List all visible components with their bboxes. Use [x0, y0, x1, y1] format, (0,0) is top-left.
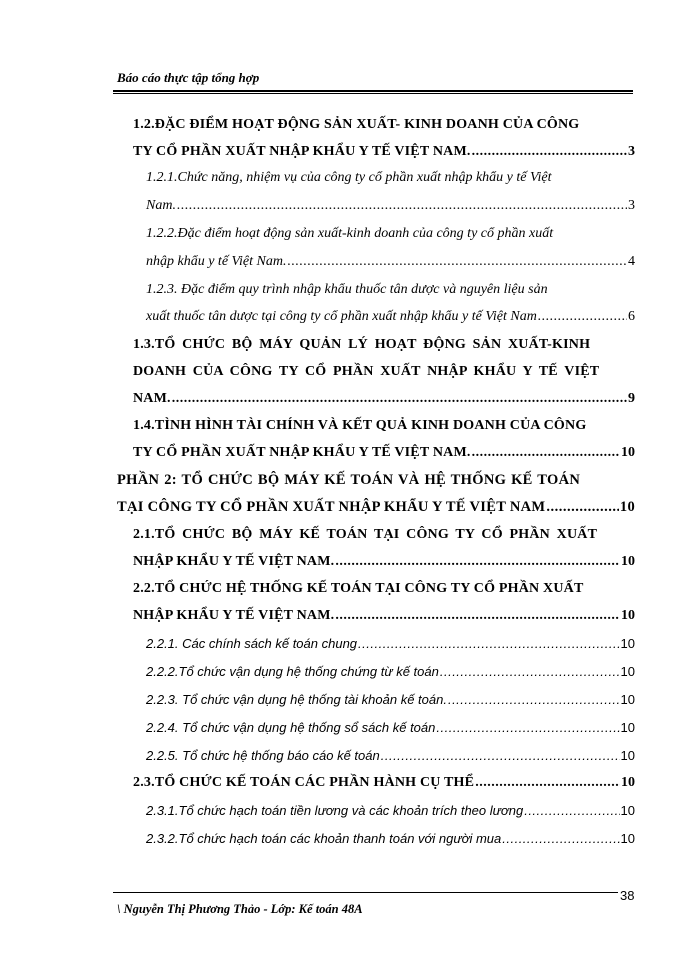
toc-entry-1-3-line-1: 1.3.TỔ CHỨC BỘ MÁY QUẢN LÝ HOẠT ĐỘNG SẢN XUẤT-KINH	[133, 337, 591, 352]
toc-entry-1-2-3-line-1: 1.2.3. Đặc điểm quy trình nhập khẩu thuốc tân dược và nguyên liệu sản	[146, 282, 548, 297]
toc-entry-1-4-line-2: TY CỔ PHẦN XUẤT NHẬP KHẨU Y TẾ VIỆT NAM. ..... 10	[133, 445, 635, 461]
toc-entry-1-2-3-line-2: xuất thuốc tân dược tại công ty cổ phần xuất nhập khẩu y tế Việt Nam ..... 6	[146, 309, 635, 325]
toc-entry-1-3-line-2: DOANH CỦA CÔNG TY CỔ PHẦN XUẤT NHẬP KHẨU Y TẾ VIỆT	[133, 364, 600, 379]
toc-entry-2-1-line-1: 2.1.TỔ CHỨC BỘ MÁY KẾ TOÁN TẠI CÔNG TY CỔ PHẦN XUẤT	[133, 527, 598, 542]
toc-entry-2-3-2: 2.3.2.Tổ chức hạch toán các khoản thanh toán với người mua ..... 10	[146, 831, 635, 846]
toc-entry-2-2-3: 2.2.3. Tổ chức vận dụng hệ thống tài khoản kế toán. ..... 10	[146, 692, 635, 707]
header-rule	[113, 90, 633, 92]
footer-author: \ Nguyễn Thị Phương Thảo - Lớp: Kế toán 48A	[117, 902, 363, 916]
toc-entry-1-4-line-1: 1.4.TÌNH HÌNH TÀI CHÍNH VÀ KẾT QUẢ KINH DOANH CỦA CÔNG	[133, 418, 587, 433]
toc-entry-2-2-line-1: 2.2.TỔ CHỨC HỆ THỐNG KẾ TOÁN TẠI CÔNG TY CỔ PHẦN XUẤT	[133, 581, 584, 596]
toc-part-2-line-1: PHẦN 2: TỔ CHỨC BỘ MÁY KẾ TOÁN VÀ HỆ THỐNG KẾ TOÁN	[117, 472, 581, 488]
footer-rule	[113, 892, 618, 893]
toc-part-2-line-2: TẠI CÔNG TY CỔ PHẦN XUẤT NHẬP KHẨU Y TẾ VIỆT NAM ..... 10	[117, 499, 635, 516]
toc-entry-2-3: 2.3.TỔ CHỨC KẾ TOÁN CÁC PHẦN HÀNH CỤ THỂ ..... 10	[133, 775, 635, 791]
toc-entry-1-2-line-1: 1.2.ĐẶC ĐIỂM HOẠT ĐỘNG SẢN XUẤT- KINH DOANH CỦA CÔNG	[133, 117, 580, 132]
toc-entry-2-3-1: 2.3.1.Tổ chức hạch toán tiền lương và các khoản trích theo lương ..... 10	[146, 803, 635, 818]
toc-entry-1-2-2-line-2: nhập khẩu y tế Việt Nam. ..... 4	[146, 254, 635, 270]
toc-entry-2-1-line-2: NHẬP KHẨU Y TẾ VIỆT NAM. ..... 10	[133, 554, 635, 570]
toc-entry-2-2-4: 2.2.4. Tổ chức vận dụng hệ thống sổ sách kế toán ..... 10	[146, 720, 635, 735]
toc-entry-1-2-2-line-1: 1.2.2.Đặc điểm hoạt động sản xuất-kinh doanh của công ty cổ phần xuất	[146, 226, 554, 241]
header-rule-thin	[113, 93, 633, 94]
toc-entry-2-2-2: 2.2.2.Tổ chức vận dụng hệ thống chứng từ kế toán ..... 10	[146, 664, 635, 679]
header-title: Báo cáo thực tập tổng hợp	[117, 70, 260, 85]
toc-entry-1-2-1-line-1: 1.2.1.Chức năng, nhiệm vụ của công ty cổ phần xuất nhập khẩu y tế Việt	[146, 170, 552, 185]
toc-entry-1-2-1-line-2: Nam. ..... 3	[146, 198, 635, 214]
toc-entry-2-2-line-2: NHẬP KHẨU Y TẾ VIỆT NAM. ..... 10	[133, 608, 635, 624]
toc-entry-2-2-5: 2.2.5. Tổ chức hệ thống báo cáo kế toán ..... 10	[146, 748, 635, 763]
page-number: 38	[620, 888, 635, 903]
toc-entry-1-3-line-3: NAM. ..... 9	[133, 391, 635, 407]
toc-entry-1-2-line-2: TY CỔ PHẦN XUẤT NHẬP KHẨU Y TẾ VIỆT NAM. ..... 3	[133, 144, 635, 160]
toc-entry-2-2-1: 2.2.1. Các chính sách kế toán chung ..... 10	[146, 636, 635, 651]
